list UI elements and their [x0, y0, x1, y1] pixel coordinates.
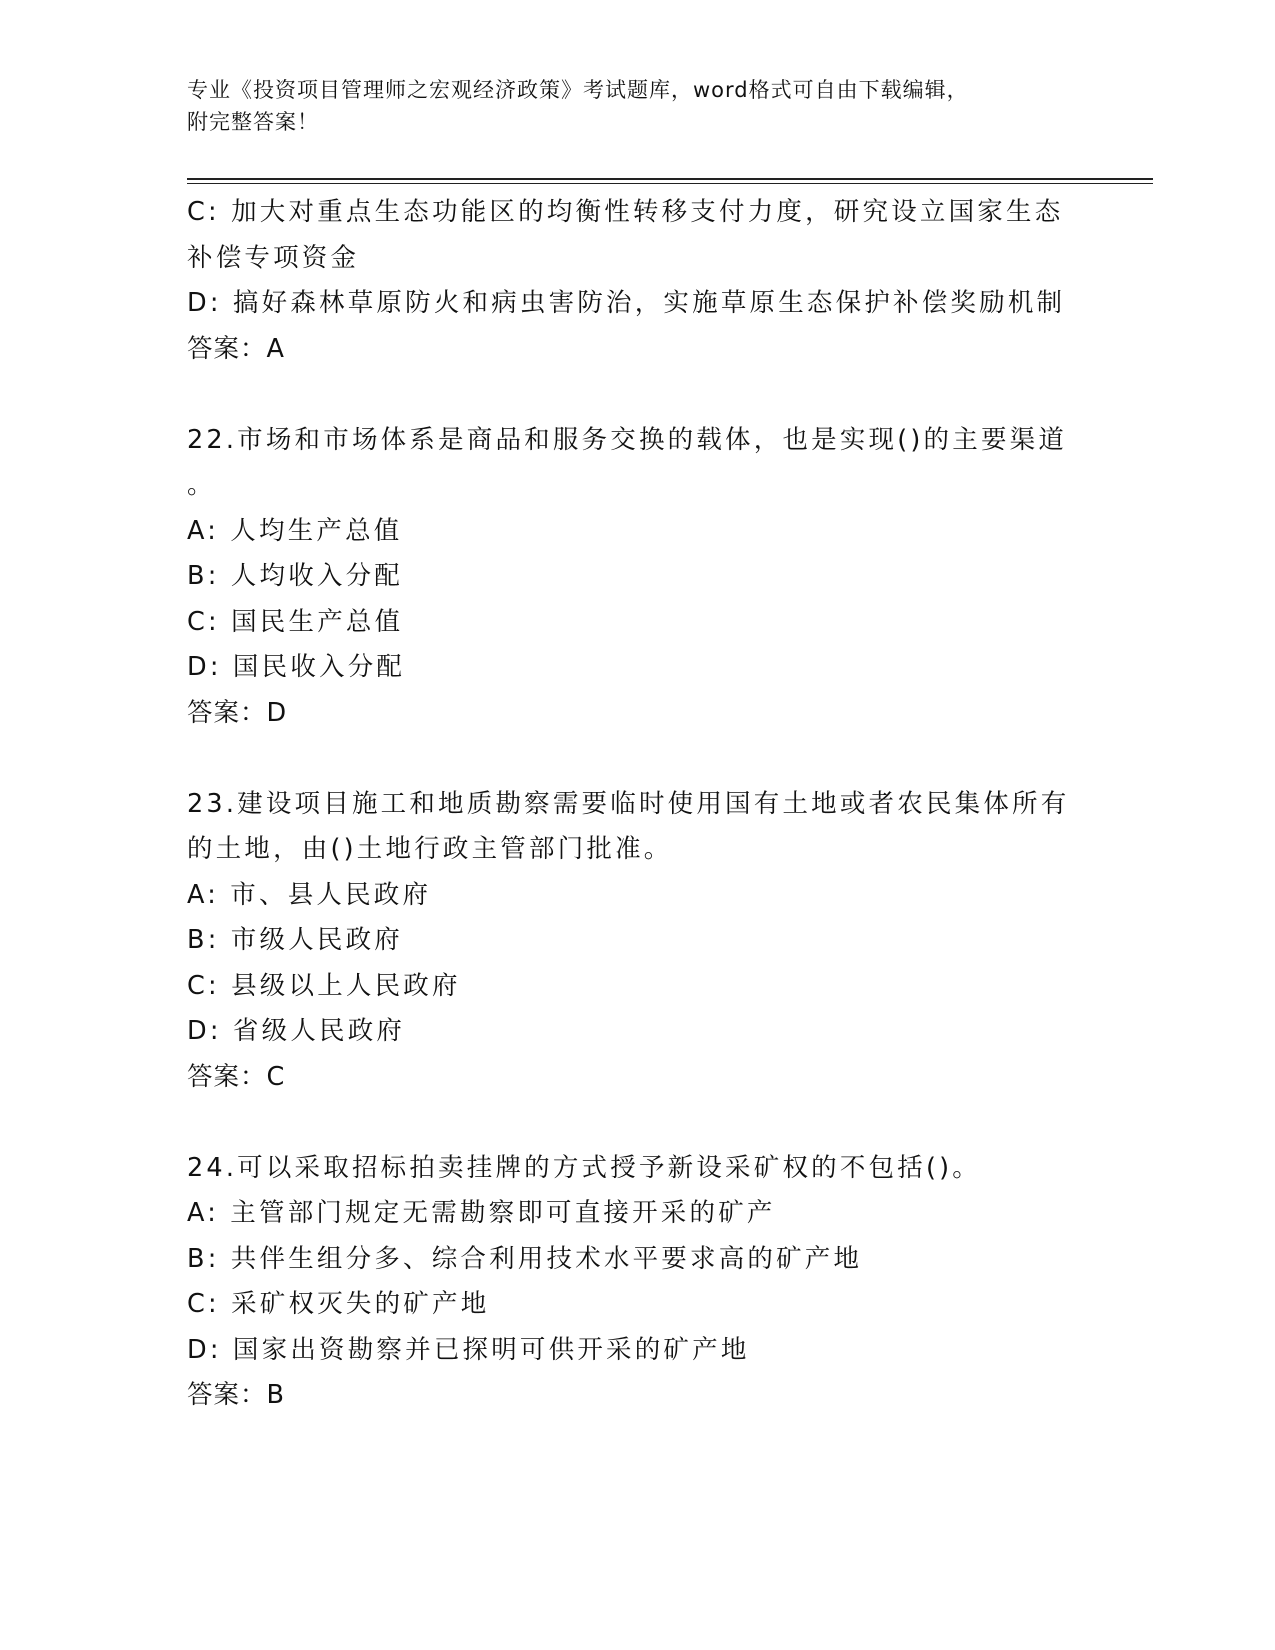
option-c-continued: 补偿专项资金	[187, 242, 360, 273]
option-a: A: 主管部门规定无需勘察即可直接开采的矿产	[187, 1198, 776, 1228]
option-c: C: 加大对重点生态功能区的均衡性转移支付力度，研究设立国家生态	[187, 197, 1064, 227]
answer-line: 答案：D	[187, 697, 288, 728]
header-line-2: 附完整答案！	[187, 110, 319, 134]
answer-line: 答案：C	[187, 1061, 286, 1092]
option-c: C: 国民生产总值	[187, 606, 404, 637]
option-c: C: 县级以上人民政府	[187, 970, 461, 1001]
header-line-1: 专业《投资项目管理师之宏观经济政策》考试题库，word格式可自由下载编辑，	[187, 78, 969, 102]
question-22	[187, 418, 1087, 737]
option-d: D: 国民收入分配	[187, 652, 406, 682]
question-23	[187, 782, 1087, 1101]
spacer	[187, 736, 1087, 782]
spacer	[187, 372, 1087, 418]
document-header	[187, 74, 1067, 138]
question-stem-continued: 。	[187, 470, 216, 500]
option-c: C: 采矿权灭失的矿产地	[187, 1289, 490, 1319]
question-stem: 24.可以采取招标拍卖挂牌的方式授予新设采矿权的不包括()。	[187, 1152, 981, 1183]
option-b: B: 人均收入分配	[187, 561, 403, 591]
question-24	[187, 1146, 1087, 1419]
question-stem: 23.建设项目施工和地质勘察需要临时使用国有土地或者农民集体所有	[187, 788, 1070, 819]
option-b: B: 市级人民政府	[187, 925, 403, 955]
answer-line: 答案：B	[187, 1380, 285, 1410]
option-b: B: 共伴生组分多、综合利用技术水平要求高的矿产地	[187, 1243, 863, 1274]
header-divider-thick	[187, 178, 1153, 180]
question-stem-continued: 的土地，由()土地行政主管部门批准。	[187, 834, 673, 864]
header-divider-thin	[187, 183, 1153, 184]
option-d: D: 省级人民政府	[187, 1016, 406, 1046]
spacer	[187, 1100, 1087, 1146]
question-stem: 22.市场和市场体系是商品和服务交换的载体，也是实现()的主要渠道	[187, 424, 1068, 455]
option-d: D: 国家出资勘察并已探明可供开采的矿产地	[187, 1334, 750, 1365]
question-content	[187, 190, 1087, 1419]
option-a: A: 人均生产总值	[187, 515, 403, 546]
option-a: A: 市、县人民政府	[187, 879, 432, 910]
partial-question	[187, 190, 1087, 372]
answer-line: 答案：A	[187, 333, 285, 364]
option-d: D: 搞好森林草原防火和病虫害防治，实施草原生态保护补偿奖励机制	[187, 288, 1066, 318]
